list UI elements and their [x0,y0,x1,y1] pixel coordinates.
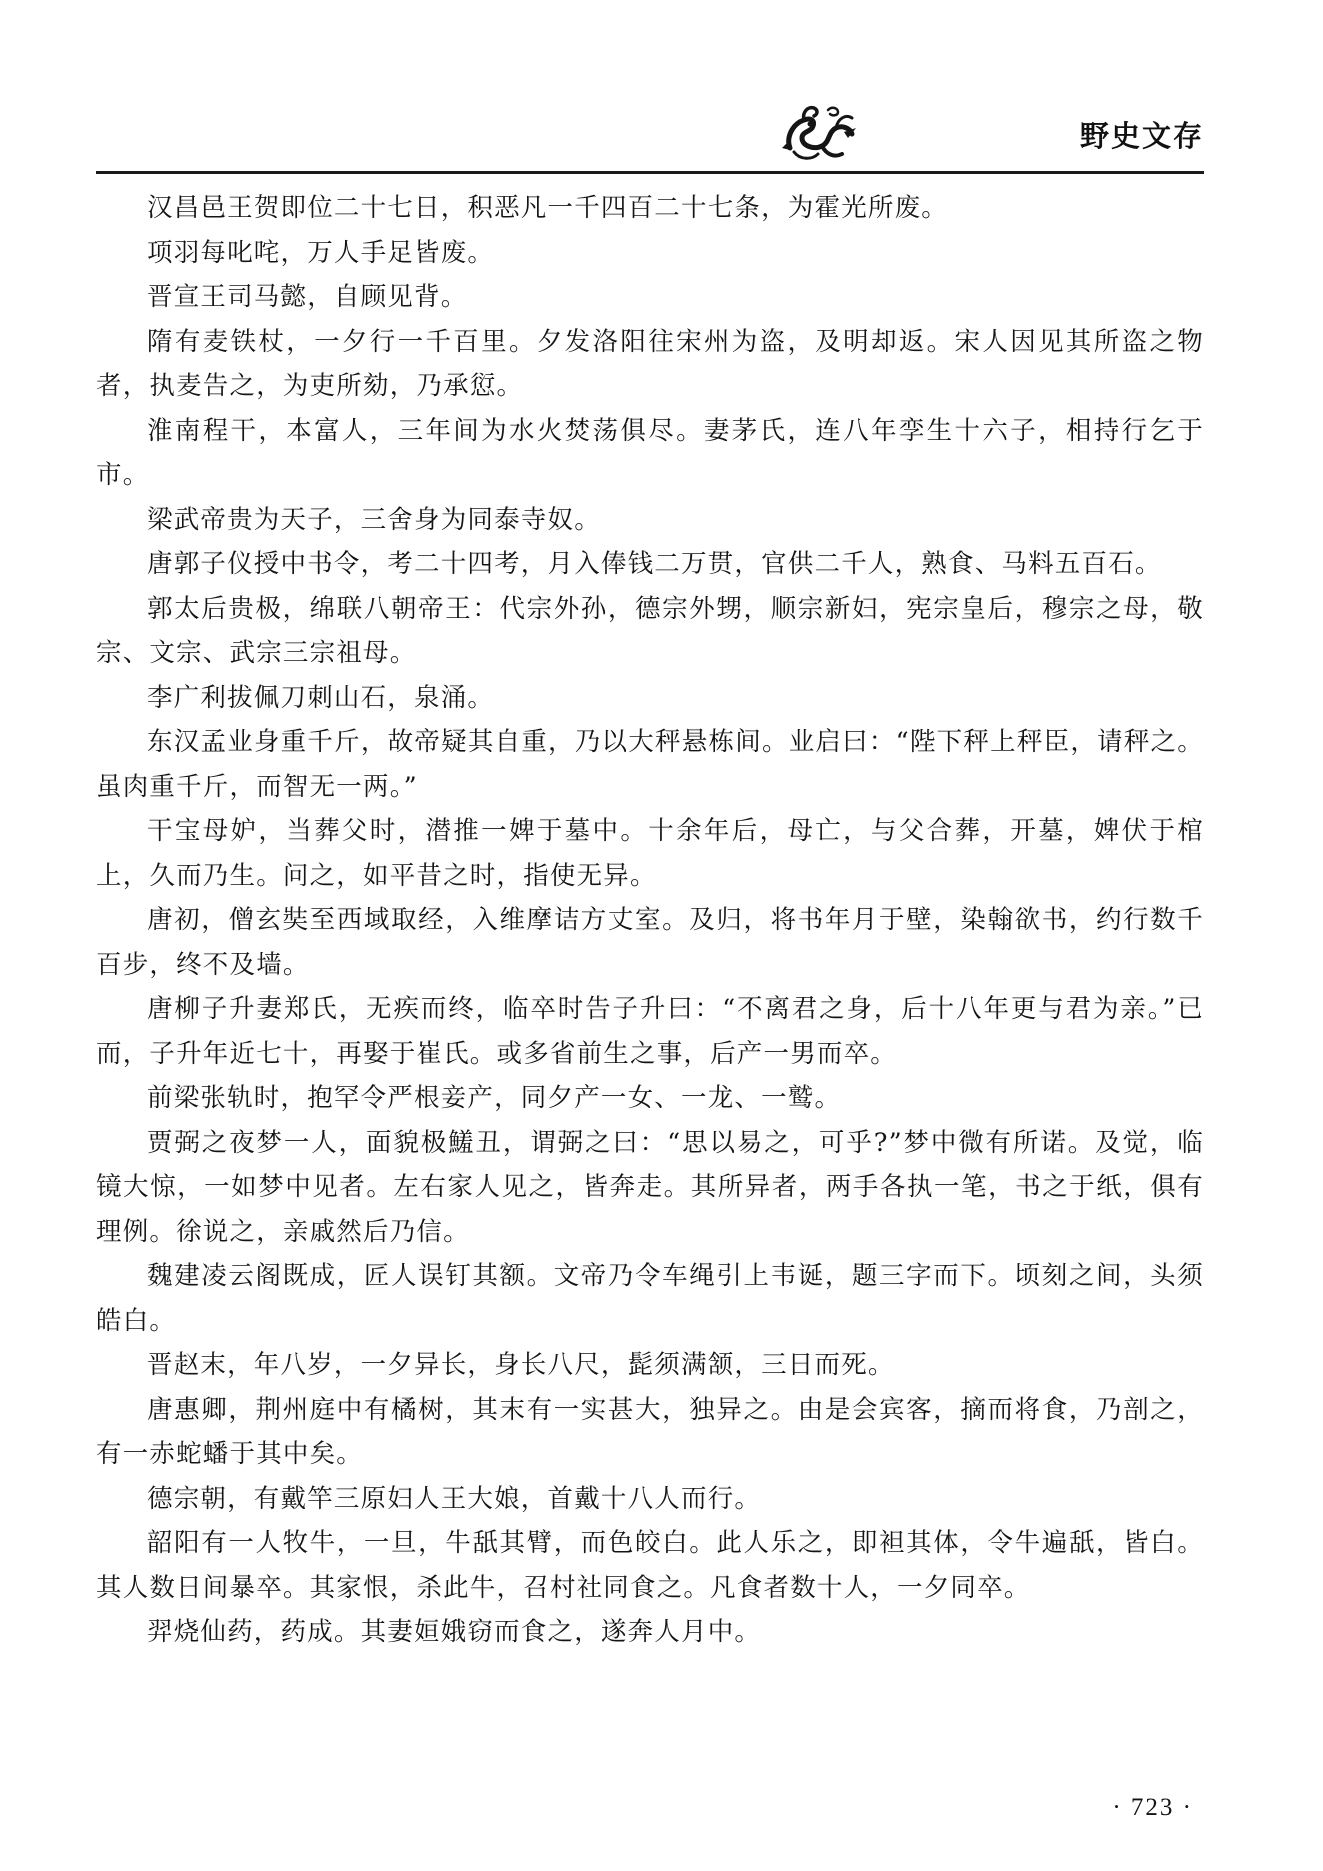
paragraph: 淮南程干，本富人，三年间为水火焚荡俱尽。妻茅氏，连八年孪生十六子，相持行乞于市。 [96,415,1204,490]
paragraph: 干宝母妒，当葬父时，潜推一婢于墓中。十余年后，母亡，与父合葬，开墓，婢伏于棺上，久而乃生。问之，如平昔之时，指使无异。 [96,816,1204,891]
paragraph: 唐郭子仪授中书令，考二十四考，月入俸钱二万贯，官供二千人，熟食、马料五百石。 [147,549,1162,579]
paragraph: 隋有麦铁杖，一夕行一千百里。夕发洛阳往宋州为盗，及明却返。宋人因见其所盗之物者，执麦告之，为吏所劾，乃承愆。 [96,326,1204,401]
paragraph: 晋赵末，年八岁，一夕异长，身长八尺，髭须满颔，三日而死。 [147,1350,895,1380]
paragraph: 德宗朝，有戴竿三原妇人王大娘，首戴十八人而行。 [147,1483,762,1514]
paragraph: 郭太后贵极，绵联八朝帝王：代宗外孙，德宗外甥，顺宗新妇，宪宗皇后，穆宗之母，敬宗、文宗、武宗三宗祖母。 [96,593,1204,668]
paragraph: 汉昌邑王贺即位二十七日，积恶凡一千四百二十七条，为霍光所废。 [147,193,949,223]
paragraph: 前梁张轨时，抱罕令严根妾产，同夕产一女、一龙、一鹫。 [147,1083,842,1113]
body-text [96,186,1204,1655]
paragraph: 贾弼之夜梦一人，面貌极鱃丑，谓弼之曰：“思以易之，可乎?”梦中微有所诺。及觉，临镜大惊，一如梦中见者。左右家人见之，皆奔走。其所异者，两手各执一笔，书之于纸，俱有理例。徐说之，亲戚然后乃信。 [96,1127,1204,1247]
paragraph: 东汉孟业身重千斤，故帝疑其自重，乃以大秤悬栋间。业启曰：“陛下秤上秤臣，请秤之。虽肉重千斤，而智无一两。” [96,727,1204,802]
paragraph: 晋宣王司马懿，自顾见背。 [147,282,468,312]
paragraph: 梁武帝贵为天子，三舍身为同泰寺奴。 [147,504,601,535]
paragraph: 魏建凌云阁既成，匠人误钉其额。文帝乃令车绳引上韦诞，题三字而下。顷刻之间，头须皓白。 [96,1261,1204,1336]
dragon-emblem-icon [782,102,858,164]
page-number: · 723 · [1112,1794,1193,1821]
paragraph: 羿烧仙药，药成。其妻姮娥窃而食之，遂奔人月中。 [147,1617,762,1647]
paragraph: 韶阳有一人牧牛，一旦，牛舐其臂，而色皎白。此人乐之，即袒其体，令牛遍舐，皆白。其人数日间暴卒。其家恨，杀此牛，召村社同食之。凡食者数十人，一夕同卒。 [96,1528,1204,1603]
paragraph: 项羽每叱咤，万人手足皆废。 [147,237,495,268]
paragraph: 唐惠卿，荆州庭中有橘树，其末有一实甚大，独异之。由是会宾客，摘而将食，乃剖之，有一赤蛇蟠于其中矣。 [96,1394,1204,1469]
paragraph: 唐柳子升妻郑氏，无疾而终，临卒时告子升曰：“不离君之身，后十八年更与君为亲。”已而，子升年近七十，再娶于崔氏。或多省前生之事，后产一男而卒。 [96,994,1204,1069]
running-header [96,100,1204,174]
paragraph: 唐初，僧玄奘至西域取经，入维摩诘方丈室。及归，将书年月于壁，染翰欲书，约行数千百步，终不及墙。 [96,905,1204,980]
book-title: 野史文存 [1079,119,1204,153]
header-rule [96,171,1204,174]
paragraph: 李广利拔佩刀刺山石，泉涌。 [147,682,495,713]
